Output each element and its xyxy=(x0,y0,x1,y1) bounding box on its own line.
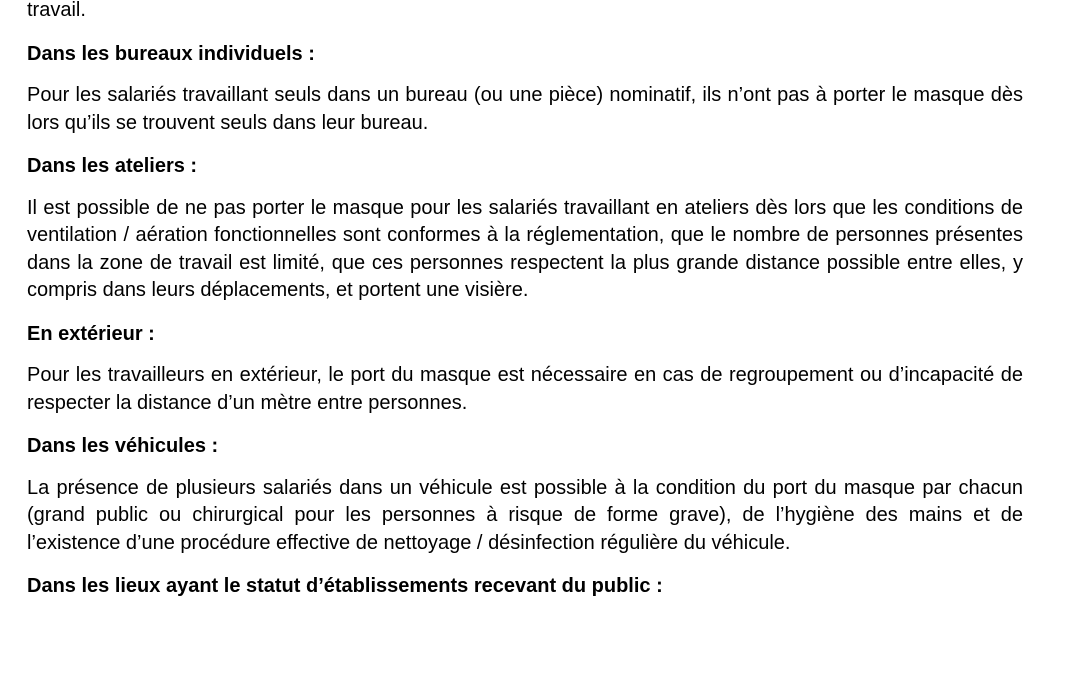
paragraph-fragment: travail. xyxy=(27,0,86,21)
text-line: désinfection régulière du véhicule. xyxy=(488,531,791,554)
heading-bureaux-individuels: Dans les bureaux individuels : xyxy=(27,42,315,65)
text-line: que le nombre de personnes présentes dans la zone de travail est limité, que ces personnes xyxy=(27,224,1023,274)
text-line: La présence de plusieurs salariés dans un véhicule est possible à la condition du port du xyxy=(27,476,837,499)
text-line: Pour les travailleurs en extérieur, le port du masque est nécessaire en cas de regroupement xyxy=(27,364,854,386)
text-line: respectent la plus grande distance possible entre elles, y compris dans leurs déplacements, xyxy=(27,251,1023,301)
paragraph-vehicules xyxy=(27,475,1023,558)
text-line: Pour les salariés travaillant seuls dans un bureau (ou une pièce) nominatif, ils n’ont pas à xyxy=(27,84,827,106)
heading-erp: Dans les lieux ayant le statut d’établissements recevant du public : xyxy=(27,575,663,597)
text-line: Il est possible de ne pas porter le masque pour les salariés travaillant en ateliers dès lors xyxy=(27,196,827,219)
heading-exterieur: En extérieur : xyxy=(27,322,155,345)
heading-ateliers: Dans les ateliers : xyxy=(27,155,198,177)
document-page xyxy=(27,0,1023,601)
text-line: et portent une visière. xyxy=(336,279,529,301)
paragraph-exterieur xyxy=(27,362,1023,417)
text-line: grave), de l’hygiène des mains et de l’existence d’une procédure effective de nettoyage / xyxy=(27,504,1023,554)
heading-vehicules: Dans les véhicules : xyxy=(27,435,219,457)
text-line: porter le masque dès lors qu’ils se trouvent seuls dans leur bureau. xyxy=(27,84,1023,134)
text-line: ou d’incapacité de respecter la distance d’un mètre entre personnes. xyxy=(27,364,1023,414)
paragraph-ateliers xyxy=(27,195,1023,305)
paragraph-bureaux-individuels xyxy=(27,82,1023,137)
text-line: que les conditions de ventilation / aération fonctionnelles sont conformes à la réglementation, xyxy=(27,196,1024,246)
text-line: masque par chacun (grand public ou chirurgical pour les personnes à risque de forme xyxy=(27,476,1023,526)
